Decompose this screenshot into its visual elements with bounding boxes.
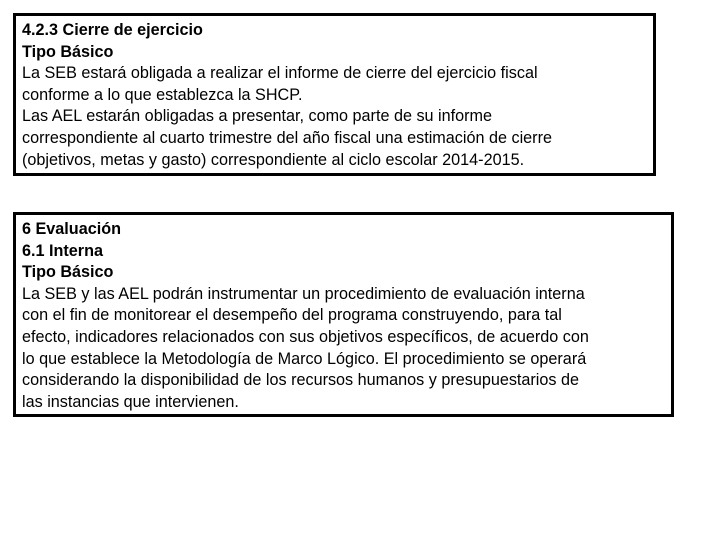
section-subheading: 6.1 Interna <box>22 241 103 260</box>
evaluacion-box <box>13 212 674 417</box>
body-line: las instancias que intervienen. <box>22 392 239 411</box>
body-line: conforme a lo que establezca la SHCP. <box>22 85 303 104</box>
body-line: La SEB estará obligada a realizar el informe de cierre del ejercicio fiscal <box>22 64 538 83</box>
cierre-ejercicio-box <box>13 13 656 176</box>
section-heading: 6 Evaluación <box>22 220 121 238</box>
body-line: lo que establece la Metodología de Marco Lógico. El procedimiento se operará <box>22 349 587 368</box>
body-line: (objetivos, metas y gasto) correspondiente al ciclo escolar 2014-2015. <box>22 150 525 169</box>
body-line: con el fin de monitorear el desempeño del programa construyendo, para tal <box>22 306 562 325</box>
section-type: Tipo Básico <box>22 263 114 282</box>
body-line: La SEB y las AEL podrán instrumentar un procedimiento de evaluación interna <box>22 284 585 303</box>
body-line: Las AEL estarán obligadas a presentar, como parte de su informe <box>22 107 493 126</box>
section-heading: 4.2.3 Cierre de ejercicio <box>22 21 203 39</box>
body-line: considerando la disponibilidad de los recursos humanos y presupuestarios de <box>22 371 580 390</box>
body-line: efecto, indicadores relacionados con sus objetivos específicos, de acuerdo con <box>22 327 589 346</box>
section-type: Tipo Básico <box>22 42 114 61</box>
body-line: correspondiente al cuarto trimestre del año fiscal una estimación de cierre <box>22 128 552 147</box>
